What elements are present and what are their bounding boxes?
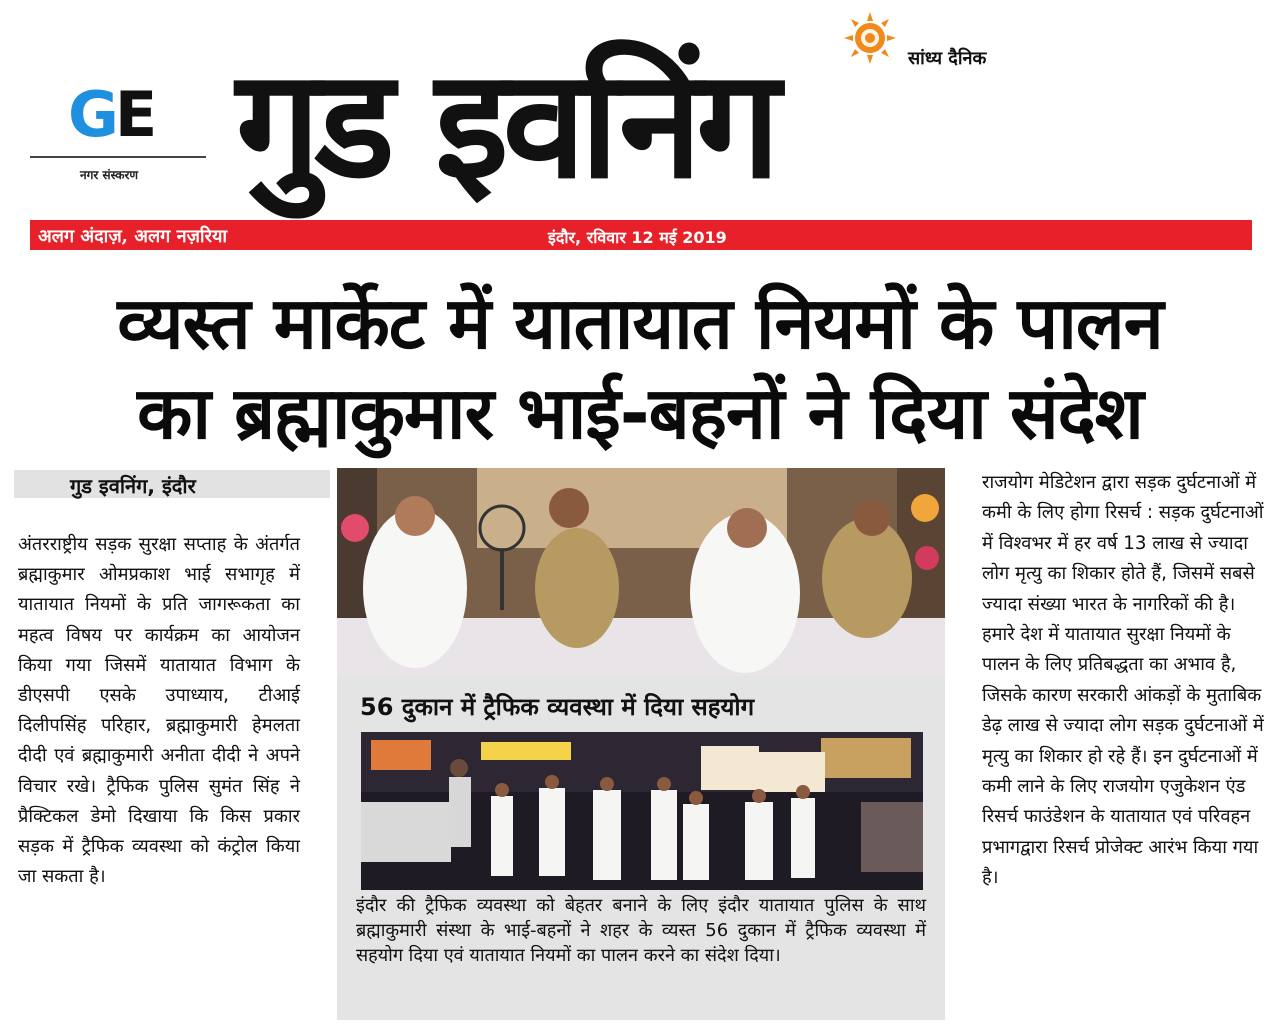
logo-letter-g: G [68,78,115,151]
street-traffic-photo [361,732,923,890]
headline-line-2: का ब्रह्माकुमार भाई-बहनों ने दिया संदेश [137,371,1143,455]
logo-letter-e: E [114,78,154,151]
article-body-right: राजयोग मेडिटेशन द्वारा सड़क दुर्घटनाओं में कमी के लिए होगा रिसर्च : सड़क दुर्घटनाओं में विश्वभर में हर वर्ष 13 लाख से ज्यादा लोग मृत्यु का शिकार होते हैं, जिसमें सबसे ज्यादा संख्या भारत के नागरिकों की है। हमारे देश में यातायात सुरक्षा नियमों के पालन के लिए प्रतिबद्धता का अभाव है, जिसके कारण सरकारी आंकड़ों के मुताबिक डेढ़ लाख से ज्यादा लोग सड़क दुर्घटनाओं में मृत्यु का शिकार हो रहे हैं। इन दुर्घटनाओं में कमी लाने के लिए राजयोग एजुकेशन एंड रिसर्च फाउंडेशन के यातायात एवं परिवहन प्रभागद्वारा रिसर्च प्रोजेक्ट आरंभ किया गया है। [982,472,1264,889]
paper-type-label: सांध्य दैनिक [908,48,987,69]
stage-event-photo [337,468,945,676]
headline-line-1: व्यस्त मार्केट में यातायात नियमों के पालन [117,281,1163,365]
tagline: अलग अंदाज़, अलग नज़रिया [38,226,228,247]
photo-subhead: 56 दुकान में ट्रैफिक व्यवस्था में दिया सहयोग [360,693,755,721]
article-body-left: अंतरराष्ट्रीय सड़क सुरक्षा सप्ताह के अंतर्गत ब्रह्माकुमार ओमप्रकाश भाई सभागृह में यातायात नियमों के प्रति जागरूकता का महत्व विषय पर कार्यक्रम का आयोजन किया गया जिसमें यातायात विभाग के डीएसपी एसके उपाध्याय, टीआई दिलीपसिंह परिहार, ब्रह्माकुमारी हेमलता दीदी एवं ब्रह्माकुमारी अनीता दीदी ने अपने विचार रखे। ट्रैफिक पुलिस सुमंत सिंह ने प्रैक्टिकल डेमो दिखाया कि किस प्रकार सड़क में ट्रैफिक व्यवस्था को कंट्रोल किया जा सकता है। [18,534,300,888]
newspaper-title: गुड इवनिंग [236,38,775,212]
logo-divider [30,156,206,158]
dateline: इंदौर, रविवार 12 मई 2019 [548,228,727,247]
sun-logo-icon [844,12,896,64]
photo-caption: इंदौर की ट्रैफिक व्यवस्था को बेहतर बनाने के लिए इंदौर यातायात पुलिस के साथ ब्रह्माकुमारी संस्था के भाई-बहनों ने शहर के व्यस्त 56 दुकान में ट्रैफिक व्यवस्था में सहयोग दिया एवं यातायात नियमों का पालन करने का संदेश दिया। [356,895,926,966]
byline: गुड इवनिंग, इंदौर [70,474,196,498]
edition-label: नगर संस्करण [80,168,139,182]
ge-logo [68,78,154,151]
